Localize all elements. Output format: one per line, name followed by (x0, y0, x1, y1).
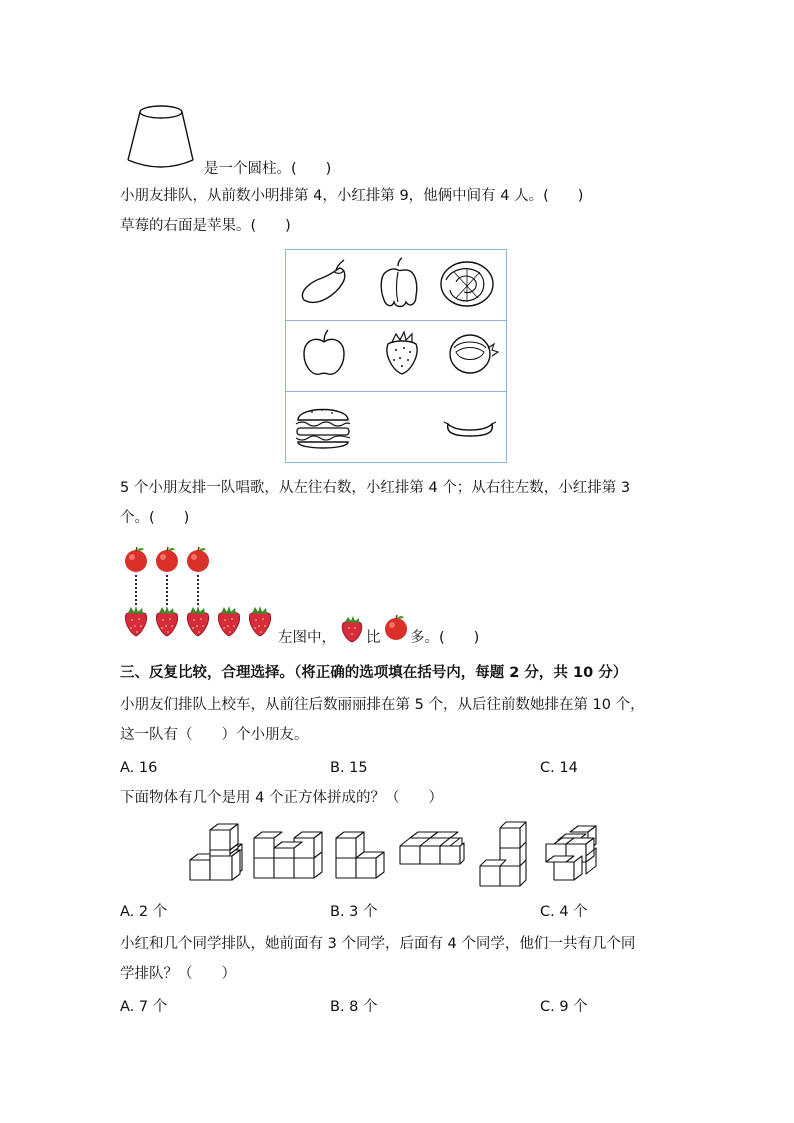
strawberry-icon (249, 606, 270, 636)
cube-figure-2 (254, 832, 322, 878)
s3-q2-option-c[interactable]: C. 4 个 (540, 904, 588, 920)
dotted-connector (197, 575, 199, 605)
s3-q1-line1: 小朋友们排队上校车，从前往后数丽丽排在第 5 个，从后往前数她排在第 10 个， (120, 697, 645, 713)
judge-q3-text: 草莓的右面是苹果。( ) (120, 218, 291, 234)
s3-q1-option-c[interactable]: C. 14 (540, 760, 578, 776)
judge-q1-text: 是一个圆柱。( ) (204, 161, 332, 177)
frustum-icon (125, 102, 197, 172)
s3-q2-text: 下面物体有几个是用 4 个正方体拼成的？（ ） (120, 790, 443, 806)
cube-figures (180, 816, 610, 892)
cube-figure-1 (190, 824, 242, 880)
bell-pepper-icon (374, 256, 424, 312)
apple-strawberry-figure (120, 544, 280, 640)
s3-q3-option-a[interactable]: A. 7 个 (120, 999, 168, 1015)
judge-q5-text-end: 多。( ) (410, 630, 480, 646)
strawberry-icon (218, 606, 239, 636)
s3-q3-line1: 小红和几个同学排队，她前面有 3 个同学，后面有 4 个同学，他们一共有几个同 (120, 936, 636, 952)
strawberry-icon (156, 606, 177, 636)
watermelon-icon (446, 330, 500, 376)
s3-q3-line2: 学排队？（ ） (120, 966, 236, 982)
section3-heading: 三、反复比较，合理选择。（将正确的选项填在括号内，每题 2 分，共 10 分） (120, 665, 628, 681)
cabbage-icon (438, 258, 496, 310)
cube-figure-4 (400, 832, 464, 864)
strawberry-icon (187, 606, 208, 636)
cube-figure-6 (546, 826, 596, 880)
judge-q4-line1: 5 个小朋友排一队唱歌，从左往右数，小红排第 4 个；从右往左数，小红排第 3 (120, 480, 631, 496)
judge-q4-line2: 个。( ) (120, 510, 190, 526)
food-grid (285, 249, 507, 463)
sausage-icon (442, 416, 498, 442)
s3-q2-option-b[interactable]: B. 3 个 (330, 904, 378, 920)
judge-q5-text-bi: 比 (366, 630, 381, 646)
apple-icon (300, 328, 348, 378)
s3-q3-option-b[interactable]: B. 8 个 (330, 999, 378, 1015)
cube-figure-5 (480, 822, 526, 886)
strawberry-icon (382, 330, 422, 376)
s3-q2-option-a[interactable]: A. 2 个 (120, 904, 168, 920)
s3-q1-line2: 这一队有（ ）个小朋友。 (120, 727, 309, 743)
apple-icon (187, 547, 209, 572)
dotted-connector (166, 575, 168, 605)
dotted-connector (135, 575, 137, 605)
hamburger-icon (292, 398, 354, 454)
judge-q2-text: 小朋友排队，从前数小明排第 4，小红排第 9，他俩中间有 4 人。( ) (120, 188, 584, 204)
eggplant-icon (296, 256, 352, 312)
apple-inline-icon (383, 614, 409, 642)
strawberry-icon (125, 606, 146, 636)
cube-figure-3 (336, 832, 384, 878)
judge-q5-text-left: 左图中， (278, 630, 336, 646)
s3-q1-option-b[interactable]: B. 15 (330, 760, 368, 776)
apple-icon (125, 547, 147, 572)
strawberry-inline-icon (340, 614, 364, 644)
s3-q1-option-a[interactable]: A. 16 (120, 760, 158, 776)
s3-q3-option-c[interactable]: C. 9 个 (540, 999, 588, 1015)
apple-icon (156, 547, 178, 572)
